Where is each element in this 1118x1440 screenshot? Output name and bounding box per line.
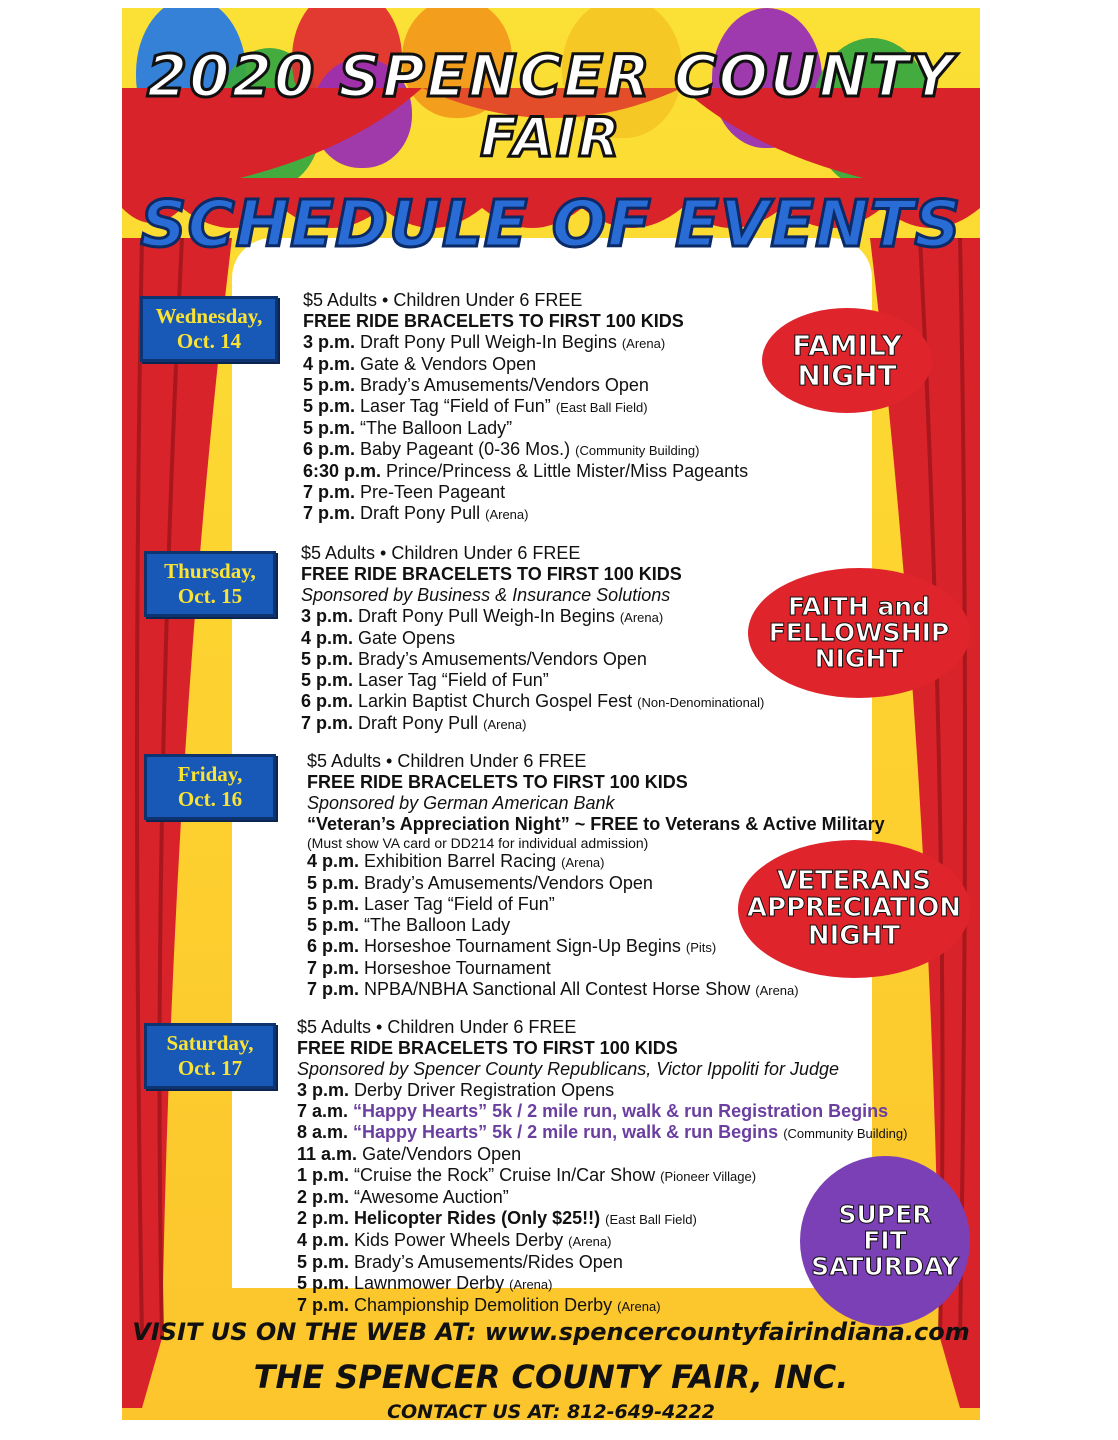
event-text: Laser Tag “Field of Fun” (358, 670, 549, 690)
event-line (297, 1144, 907, 1165)
event-line (301, 564, 764, 585)
event-line (303, 332, 748, 354)
event-text: Gate Opens (358, 628, 456, 648)
event-text: NPBA/NBHA Sanctional All Contest Horse Show (364, 979, 751, 999)
event-location-note: (Arena) (561, 855, 605, 870)
event-text: Draft Pony Pull (360, 503, 481, 523)
event-time: 4 p.m. (301, 628, 354, 648)
event-text: Laser Tag “Field of Fun” (360, 396, 551, 416)
event-time: 3 p.m. (301, 606, 354, 626)
event-text: Lawnmower Derby (354, 1273, 505, 1293)
event-location-note: (Pioneer Village) (660, 1169, 757, 1184)
event-line (297, 1101, 907, 1122)
event-location-note: (Arena) (509, 1277, 553, 1292)
event-text: Brady’s Amusements/Rides Open (354, 1252, 623, 1272)
badge-day: Saturday, (166, 1031, 254, 1055)
poster-title: 2020 SPENCER COUNTY (146, 42, 956, 110)
event-text: FREE RIDE BRACELETS TO FIRST 100 KIDS (307, 772, 688, 792)
event-time: 5 p.m. (297, 1252, 350, 1272)
event-line (303, 396, 748, 418)
event-line (301, 649, 764, 670)
event-text: “The Balloon Lady” (360, 418, 513, 438)
event-line (301, 543, 764, 564)
event-line (297, 1122, 907, 1144)
event-text: “Happy Hearts” 5k / 2 mile run, walk & run Begins (353, 1122, 779, 1142)
footer-website: VISIT US ON THE WEB AT: www.spencercountyfairindiana.com (132, 1318, 970, 1346)
event-line (303, 354, 748, 375)
event-text: Gate/Vendors Open (362, 1144, 522, 1164)
event-time: 5 p.m. (307, 873, 360, 893)
event-line (307, 751, 885, 772)
event-location-note: (Arena) (568, 1234, 612, 1249)
event-time: 7 p.m. (307, 958, 360, 978)
event-text: Exhibition Barrel Racing (364, 851, 557, 871)
badge-day: Thursday, (164, 559, 256, 583)
event-location-note: (Arena) (483, 717, 527, 732)
event-time: 3 p.m. (297, 1080, 350, 1100)
event-time: 3 p.m. (303, 332, 356, 352)
event-time: 11 a.m. (297, 1144, 358, 1164)
event-location-note: (Arena) (619, 610, 664, 625)
badge-saturday (144, 1023, 276, 1089)
event-location-note: (Arena) (755, 983, 799, 998)
event-line (303, 482, 748, 503)
event-text: Baby Pageant (0-36 Mos.) (360, 439, 571, 459)
badge-day: Wednesday, (155, 304, 263, 328)
event-time: 4 p.m. (303, 354, 356, 374)
badge-day: Friday, (177, 762, 243, 786)
event-location-note: (Arena) (485, 507, 529, 522)
footer-contact: CONTACT US AT: 812-649-4222 (387, 1401, 715, 1420)
event-text: $5 Adults • Children Under 6 FREE (307, 751, 587, 771)
event-text: “Happy Hearts” 5k / 2 mile run, walk & run Registration Begins (353, 1101, 889, 1121)
event-text: $5 Adults • Children Under 6 FREE (301, 543, 581, 563)
event-line (307, 793, 885, 814)
event-text: Larkin Baptist Church Gospel Fest (358, 691, 633, 711)
event-time: 5 p.m. (301, 670, 354, 690)
super-fit-saturday-badge (800, 1156, 970, 1326)
events-wednesday (303, 290, 748, 525)
event-time: 5 p.m. (301, 649, 354, 669)
event-text: Gate & Vendors Open (360, 354, 537, 374)
event-time: 5 p.m. (303, 396, 356, 416)
event-line (297, 1080, 907, 1101)
badge-date: Oct. 14 (176, 329, 242, 353)
event-line (301, 585, 764, 606)
event-text: Sponsored by German American Bank (307, 793, 615, 813)
event-time: 4 p.m. (307, 851, 360, 871)
event-text: Horseshoe Tournament Sign-Up Begins (364, 936, 681, 956)
event-location-note: (Non-Denominational) (637, 695, 765, 710)
event-text: $5 Adults • Children Under 6 FREE (297, 1017, 577, 1037)
badge-date: Oct. 16 (177, 787, 243, 811)
event-time: 7 p.m. (303, 503, 356, 523)
badge-date: Oct. 17 (177, 1056, 243, 1080)
event-text: Pre-Teen Pageant (360, 482, 506, 502)
oval-label: SUPER FIT SATURDAY (811, 1199, 959, 1282)
event-time: 2 p.m. (297, 1187, 350, 1207)
event-time: 1 p.m. (297, 1165, 350, 1185)
event-time: 7 a.m. (297, 1101, 349, 1121)
event-line (307, 979, 885, 1001)
event-text: Prince/Princess & Little Mister/Miss Pageants (386, 461, 749, 481)
event-time: 5 p.m. (303, 375, 356, 395)
event-line (297, 1295, 907, 1317)
event-location-note: (Community Building) (575, 443, 700, 458)
event-text: (Must show VA card or DD214 for individual admission) (307, 835, 649, 851)
event-time: 6:30 p.m. (303, 461, 382, 481)
event-text: “Awesome Auction” (354, 1187, 509, 1207)
curtain-left (122, 238, 242, 1408)
oval-label: FAMILY NIGHT (792, 329, 902, 392)
event-time: 8 a.m. (297, 1122, 349, 1142)
event-text: FREE RIDE BRACELETS TO FIRST 100 KIDS (297, 1038, 678, 1058)
event-text: Laser Tag “Field of Fun” (364, 894, 555, 914)
event-time: 7 p.m. (297, 1295, 350, 1315)
badge-wednesday (140, 296, 278, 362)
events-thursday (301, 543, 764, 735)
event-text: Draft Pony Pull (358, 713, 479, 733)
event-time: 7 p.m. (301, 713, 354, 733)
oval-label: FAITH and FELLOWSHIP NIGHT (768, 591, 950, 674)
event-text: Brady’s Amusements/Vendors Open (364, 873, 653, 893)
fair-poster (122, 8, 980, 1420)
footer-organization: THE SPENCER COUNTY FAIR, INC. (253, 1358, 849, 1396)
faith-night-badge (748, 568, 970, 698)
event-line (297, 1017, 907, 1038)
event-line (307, 772, 885, 793)
event-line (307, 814, 885, 835)
badge-date: Oct. 15 (177, 584, 243, 608)
event-time: 2 p.m. (297, 1208, 350, 1228)
event-time: 5 p.m. (297, 1273, 350, 1293)
event-time: 5 p.m. (307, 915, 360, 935)
event-text: “The Balloon Lady (364, 915, 511, 935)
event-location-note: (Community Building) (783, 1126, 908, 1141)
event-line (301, 670, 764, 691)
event-text: “Cruise the Rock” Cruise In/Car Show (354, 1165, 656, 1185)
event-line (301, 606, 764, 628)
event-line (297, 1059, 907, 1080)
badge-friday (144, 754, 276, 820)
event-text: Helicopter Rides (Only $25!!) (354, 1208, 601, 1228)
event-line (301, 691, 764, 713)
event-location-note: (East Ball Field) (605, 1212, 697, 1227)
event-time: 6 p.m. (301, 691, 354, 711)
event-text: FREE RIDE BRACELETS TO FIRST 100 KIDS (303, 311, 684, 331)
event-text: Brady’s Amusements/Vendors Open (358, 649, 647, 669)
event-text: FREE RIDE BRACELETS TO FIRST 100 KIDS (301, 564, 682, 584)
event-time: 5 p.m. (307, 894, 360, 914)
event-text: Draft Pony Pull Weigh-In Begins (358, 606, 615, 626)
event-text: Sponsored by Spencer County Republicans, Victor Ippoliti for Judge (297, 1059, 839, 1079)
event-time: 7 p.m. (307, 979, 360, 999)
veterans-night-badge (738, 840, 970, 978)
event-location-note: (Arena) (617, 1299, 661, 1314)
event-time: 4 p.m. (297, 1230, 350, 1250)
event-line (301, 713, 764, 735)
event-line (303, 375, 748, 396)
event-line (303, 311, 748, 332)
event-line (301, 628, 764, 649)
family-night-badge (762, 308, 932, 413)
event-text: “Veteran’s Appreciation Night” ~ FREE to Veterans & Active Military (307, 814, 885, 834)
event-text: Derby Driver Registration Opens (354, 1080, 615, 1100)
event-time: 5 p.m. (303, 418, 356, 438)
event-text: Brady’s Amusements/Vendors Open (360, 375, 649, 395)
poster-title-fair: FAIR (480, 106, 622, 169)
event-time: 6 p.m. (307, 936, 360, 956)
event-text: $5 Adults • Children Under 6 FREE (303, 290, 583, 310)
schedule-title: SCHEDULE OF EVENTS (140, 188, 962, 262)
event-line (303, 461, 748, 482)
event-text: Sponsored by Business & Insurance Solutions (301, 585, 671, 605)
event-location-note: (East Ball Field) (555, 400, 648, 415)
event-line (303, 439, 748, 461)
event-line (297, 1038, 907, 1059)
event-text: Championship Demolition Derby (354, 1295, 613, 1315)
event-text: Draft Pony Pull Weigh-In Begins (360, 332, 617, 352)
badge-thursday (144, 551, 276, 617)
event-line (303, 503, 748, 525)
event-time: 7 p.m. (303, 482, 356, 502)
event-text: Kids Power Wheels Derby (354, 1230, 564, 1250)
event-line (303, 418, 748, 439)
event-location-note: (Pits) (685, 940, 717, 955)
event-text: Horseshoe Tournament (364, 958, 551, 978)
event-line (297, 1165, 907, 1187)
event-line (303, 290, 748, 311)
event-location-note: (Arena) (621, 336, 666, 351)
oval-label: VETERANS APPRECIATION NIGHT (746, 866, 962, 951)
event-time: 6 p.m. (303, 439, 356, 459)
